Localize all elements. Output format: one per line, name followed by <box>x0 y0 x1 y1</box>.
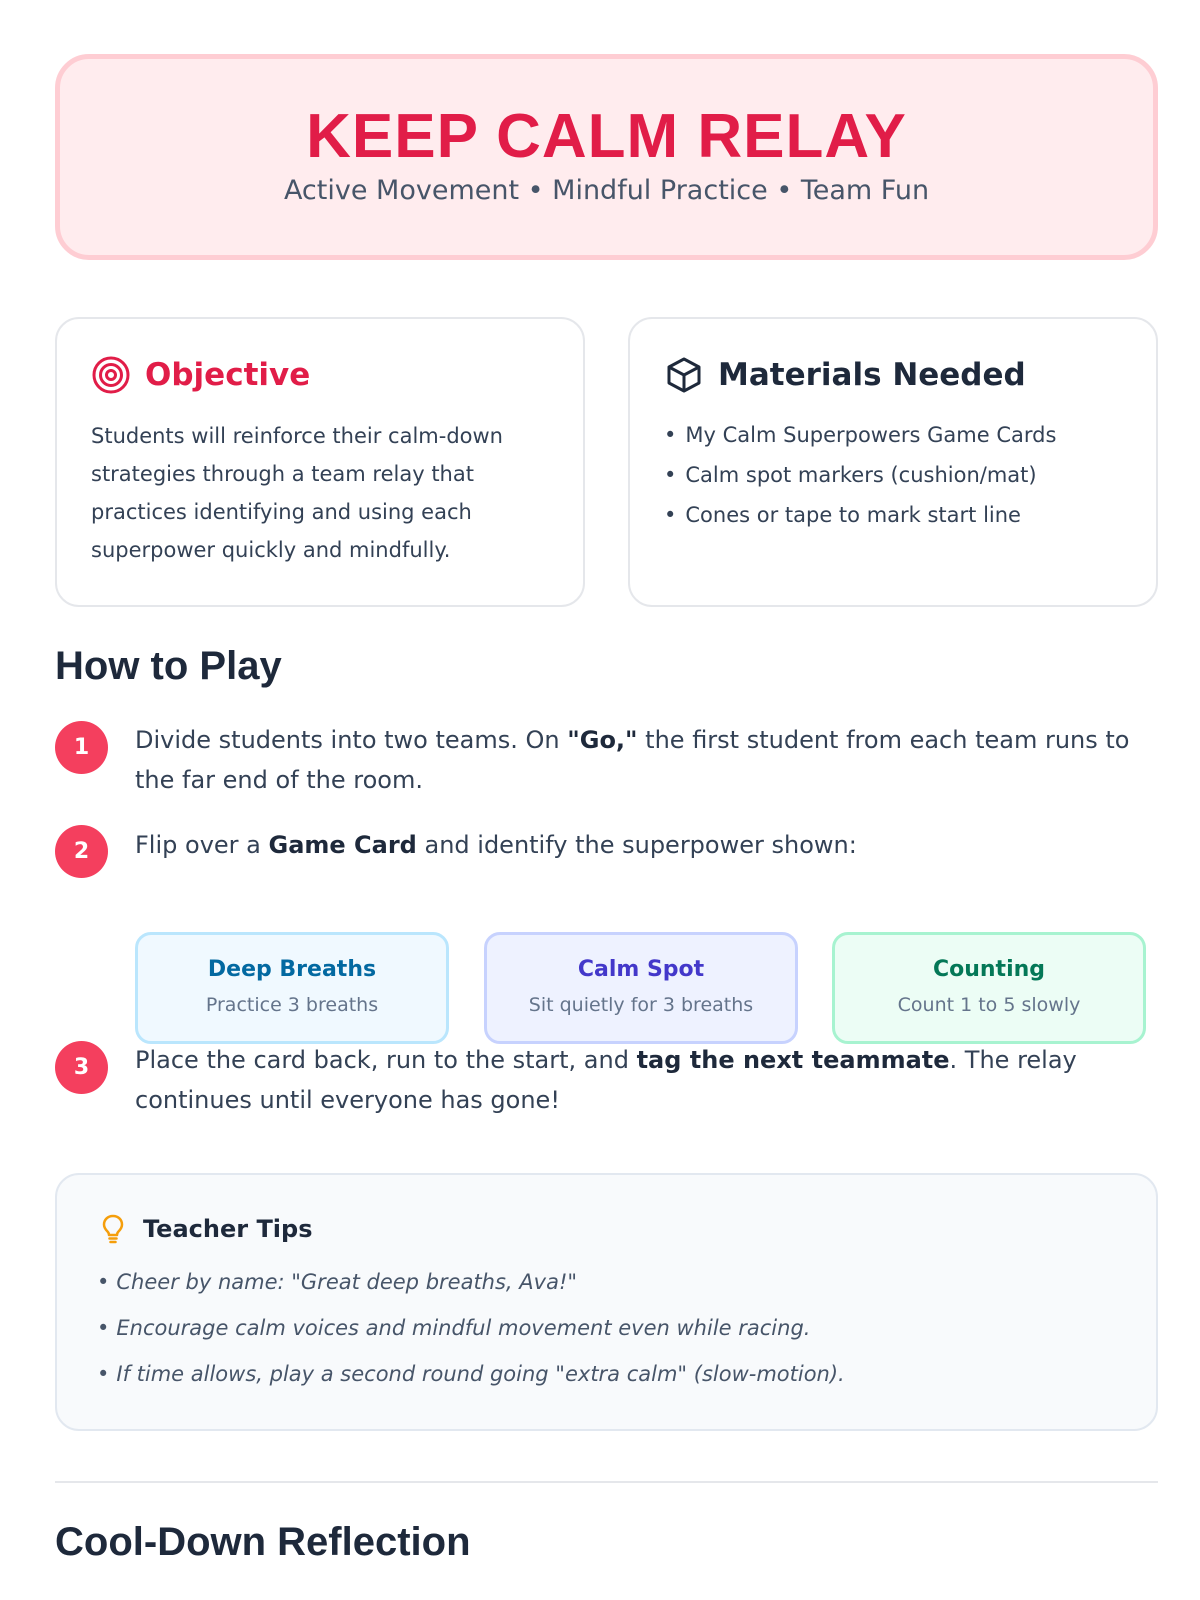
step-2 <box>55 825 1158 865</box>
materials-card <box>628 317 1158 607</box>
step-number-badge: 3 <box>55 1041 108 1094</box>
tip-item: • Cheer by name: "Great deep breaths, Ava!" <box>97 1259 1116 1305</box>
materials-title: Materials Needed <box>718 357 1026 393</box>
tip-item: • If time allows, play a second round going "extra calm" (slow-motion). <box>97 1351 1116 1397</box>
power-card-name: Deep Breaths <box>207 957 377 982</box>
superpower-cards <box>135 932 1158 1044</box>
step-text: Divide students into two teams. On "Go," the first student from each team runs to the far end of the room. <box>135 726 1130 794</box>
page-subtitle: Active Movement • Mindful Practice • Team Fun <box>283 175 930 206</box>
page-title: KEEP CALM RELAY <box>306 102 907 171</box>
power-card-name: Counting <box>932 957 1046 982</box>
objective-title: Objective <box>145 357 311 393</box>
lesson-page <box>55 54 1158 1564</box>
teacher-tips-list <box>97 1259 1116 1397</box>
step-text: Place the card back, run to the start, and tag the next teammate. The relay continues until everyone has gone! <box>135 1046 1077 1114</box>
power-card-desc: Practice 3 breaths <box>205 994 379 1016</box>
materials-item: • Calm spot markers (cushion/mat) <box>664 455 1122 495</box>
how-to-play-heading: How to Play <box>55 644 282 688</box>
info-cards <box>55 317 1158 607</box>
objective-card <box>55 317 585 607</box>
teacher-tips-header <box>97 1211 1116 1247</box>
section-divider <box>55 1481 1158 1483</box>
step-number-badge: 1 <box>55 721 108 774</box>
power-card-name: Calm Spot <box>577 957 705 982</box>
tip-item: • Encourage calm voices and mindful movement even while racing. <box>97 1305 1116 1351</box>
step-number-badge: 2 <box>55 825 108 878</box>
step-3 <box>55 1040 1158 1120</box>
objective-text: Students will reinforce their calm-down strategies through a team relay that practices identifying and using each superpower quickly and mindfully. <box>91 424 503 562</box>
power-card-desc: Count 1 to 5 slowly <box>897 994 1081 1016</box>
power-card-calm-spot <box>484 932 798 1044</box>
materials-list <box>664 415 1122 535</box>
box-icon <box>664 355 704 395</box>
objective-header <box>91 355 549 395</box>
lightbulb-icon <box>97 1213 129 1245</box>
power-card-desc: Sit quietly for 3 breaths <box>528 994 754 1016</box>
step-1 <box>55 720 1158 800</box>
power-card-counting <box>832 932 1146 1044</box>
target-icon <box>91 355 131 395</box>
teacher-tips-title: Teacher Tips <box>143 1215 313 1243</box>
teacher-tips-box <box>55 1173 1158 1431</box>
power-card-deep-breaths <box>135 932 449 1044</box>
step-text: Flip over a Game Card and identify the superpower shown: <box>135 831 857 859</box>
title-banner <box>55 54 1158 260</box>
materials-item: • Cones or tape to mark start line <box>664 495 1122 535</box>
materials-header <box>664 355 1122 395</box>
cooldown-heading: Cool-Down Reflection <box>55 1520 471 1564</box>
materials-item: • My Calm Superpowers Game Cards <box>664 415 1122 455</box>
